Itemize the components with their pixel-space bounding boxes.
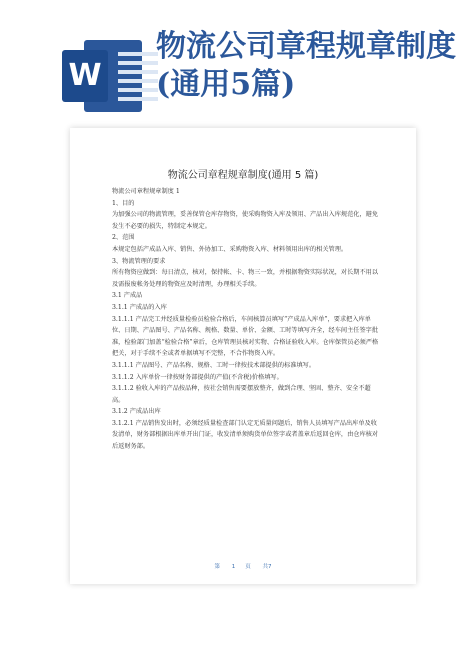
- body-line: 3.1.1 产成品的入库: [112, 303, 167, 311]
- body-line: 3.1.1.1 产品完工并经质量检验员检验合格后，车间核算员填写“产成品入库单”，要求把入库单位、日期、产品图号、产品名称、规格、数量、单价、金额、工时等填写齐全，经车间主任签字批准，检验部门加盖“检验合格”章后，仓库管理员核对实物、合格证验收入库。仓库保管员必须严格把关，对于手续不全或者单据填写不完整，不合作物资入库。: [112, 315, 379, 358]
- bottom-area: [0, 590, 474, 669]
- body-line: 2、范围: [112, 234, 135, 242]
- page-title: 物流公司章程规章制度(通用5篇): [156, 29, 456, 102]
- body-line: 3.1.2 产成品出库: [112, 408, 161, 416]
- document-page: [70, 128, 416, 584]
- word-icon-letter: W: [62, 50, 108, 102]
- body-line: 3.1.2.1 产品销售发出时，必须经质量检查部门认定无质量问题后，销售人员填写产品出库单及收发清单，财务部根据出库单开出门证，收发清单须购货单位签字或者盖章后返回仓库，由仓库核对后返财务部。: [112, 419, 379, 451]
- page-indicator-total: 共7: [262, 564, 272, 570]
- body-line: 本规定包括产成品入库、销售、外协加工、采购物资入库、材料领用出库的相关管理。: [112, 245, 348, 253]
- body-line: 3.1.1.2 入库单价一律按财务部提供的产值(不含税)价格填写。: [112, 373, 283, 381]
- body-line: 3.1.1.1 产品图号、产品名称、规格、工时一律按技术部提供的标准填写。: [112, 361, 316, 369]
- page-indicator: [70, 562, 416, 570]
- body-line: 所有物资应做到：每日清点，核对，保持帐、卡、物三一致，并根据物资实际状况，对长期不用以及需报废帐务处理的物资应及时清理，办理相关手续。: [112, 269, 379, 288]
- document-title: 物流公司章程规章制度(通用 5 篇): [167, 170, 319, 181]
- body-line: 物流公司章程规章制度 1: [112, 188, 180, 195]
- body-line: 3.1.1.2 验收入库的产品按品种，按社会销售需要摆放整齐，做到合理、坚固、整齐、安全不超高。: [112, 385, 371, 404]
- header: [0, 0, 474, 125]
- body-line: 3.1 产成品: [112, 292, 143, 300]
- body-line: 为加强公司的物流管理，妥善保管仓库存物资，使采购物资入库及领用、产品出入库规范化，避免发生不必要的损失，特制定本规定。: [112, 211, 379, 230]
- page-indicator-first: 第: [214, 564, 220, 570]
- body-line: 1、目的: [112, 199, 135, 207]
- body-line: 3、物流管理的要求: [112, 257, 166, 265]
- page-indicator-current: 1: [231, 564, 236, 570]
- page-indicator-sep: 页: [245, 564, 251, 570]
- word-icon: [62, 40, 142, 112]
- document-body: [112, 186, 380, 453]
